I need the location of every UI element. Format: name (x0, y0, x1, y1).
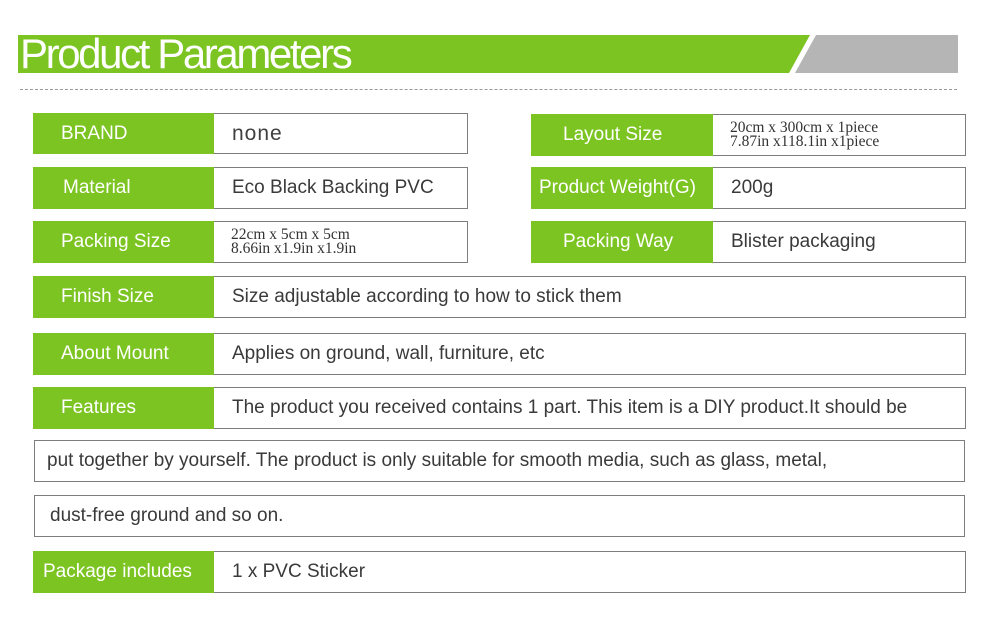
param-label-material: Material (33, 167, 214, 209)
param-row-finish-size (33, 276, 966, 318)
layout-size-metric: 20cm x 300cm x 1piece (730, 119, 879, 136)
param-row-product-weight (531, 167, 966, 209)
param-value-about-mount: Applies on ground, wall, furniture, etc (232, 343, 545, 364)
param-row-package-includes (33, 551, 966, 593)
param-row-features (33, 387, 966, 429)
param-label-finish-size: Finish Size (33, 276, 214, 318)
param-label-product-weight: Product Weight(G) (531, 167, 713, 209)
param-value-material: Eco Black Backing PVC (232, 177, 434, 198)
param-label-features: Features (33, 387, 214, 429)
param-row-packing-way (531, 221, 966, 263)
param-label-packing-way: Packing Way (531, 221, 713, 263)
dashed-divider (20, 89, 957, 90)
param-row-material (33, 167, 468, 209)
param-value-brand: none (232, 121, 283, 145)
param-value-finish-size: Size adjustable according to how to stick them (232, 286, 622, 307)
param-label-about-mount: About Mount (33, 333, 214, 375)
header-banner (18, 30, 958, 77)
param-row-brand (33, 113, 468, 154)
param-value-features-line1: The product you received contains 1 part. This item is a DIY product.It should be (232, 397, 908, 418)
param-row-packing-size (33, 221, 468, 263)
param-label-layout-size (531, 114, 713, 156)
features-line3-text: dust-free ground and so on. (50, 505, 284, 526)
param-label-layout-size-text: Layout Size (563, 124, 663, 145)
page-title: Product Parameters (20, 30, 351, 77)
param-value-package-includes: 1 x PVC Sticker (232, 561, 366, 582)
param-label-packing-size: Packing Size (33, 221, 214, 263)
param-row-layout-size (531, 114, 966, 156)
features-continuation-line3 (34, 495, 965, 537)
packing-size-metric: 22cm x 5cm x 5cm (231, 226, 350, 243)
param-label-brand: BRAND (33, 113, 214, 154)
features-line2-text: put together by yourself. The product is only suitable for smooth media, such as glass, metal, (47, 450, 828, 471)
param-row-about-mount (33, 333, 966, 375)
features-continuation-line2 (34, 440, 965, 482)
layout-size-imperial: 7.87in x118.1in x1piece (730, 133, 880, 150)
param-value-layout-size (713, 115, 965, 155)
packing-size-imperial: 8.66in x1.9in x1.9in (231, 240, 357, 257)
param-value-packing-way: Blister packaging (731, 231, 876, 252)
param-value-packing-size (214, 222, 467, 262)
param-value-product-weight: 200g (731, 177, 774, 198)
param-label-package-includes: Package includes (33, 551, 214, 593)
